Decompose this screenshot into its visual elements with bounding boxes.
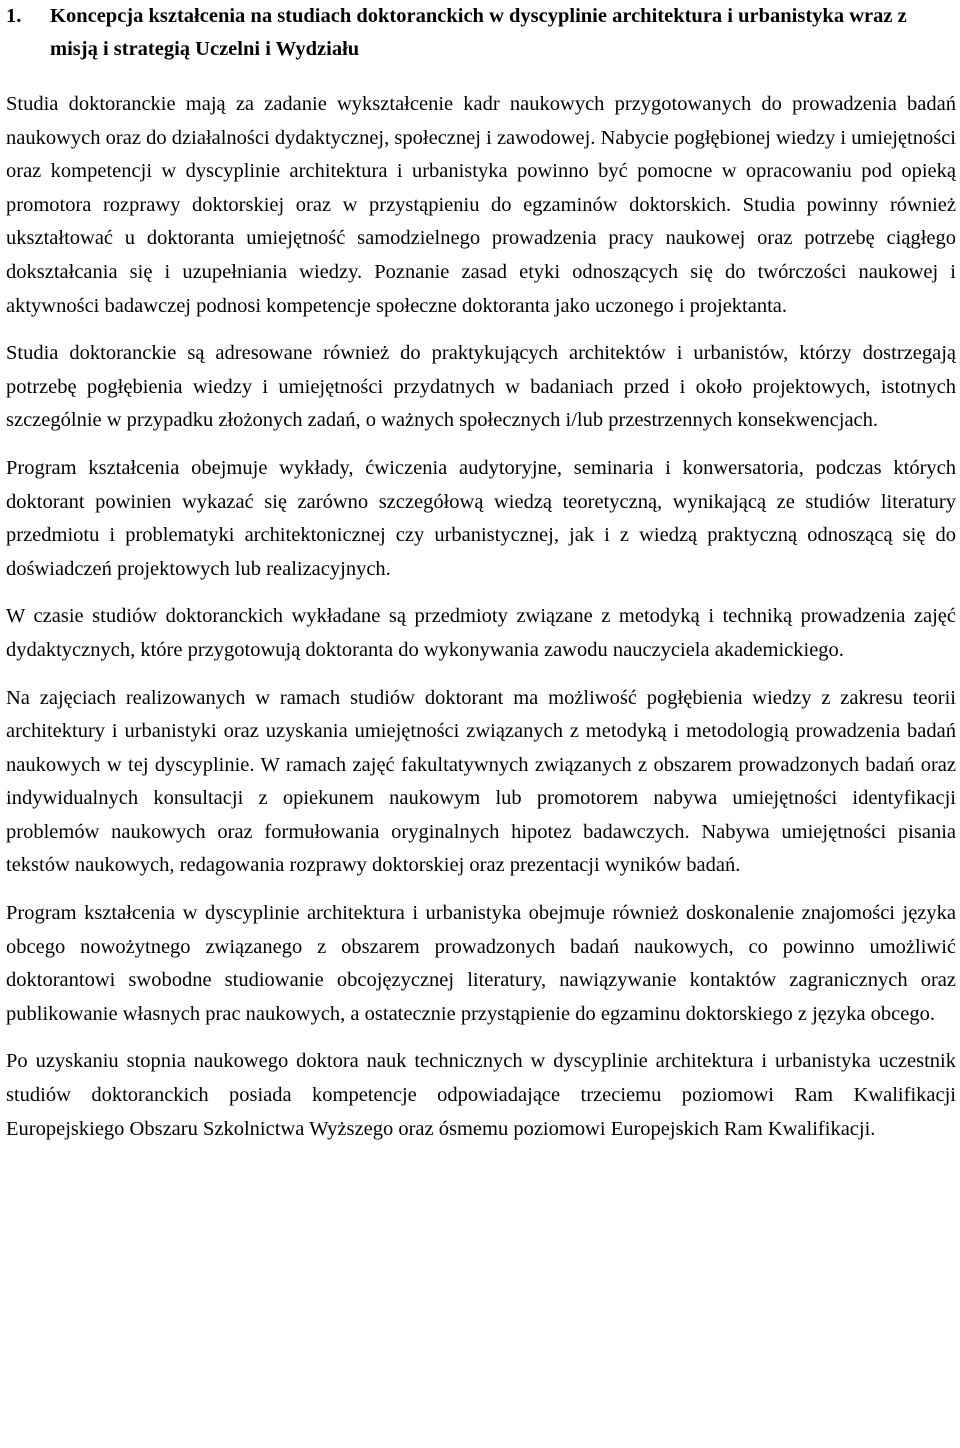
section-title: Koncepcja kształcenia na studiach doktoranckich w dyscyplinie architektura i urbanistyka wraz z misją i strategią Uczelni i Wydziału <box>50 5 907 60</box>
paragraph-research-skills: Na zajęciach realizowanych w ramach studiów doktorant ma możliwość pogłębienia wiedzy z zakresu teorii architektury i urbanistyki oraz uzyskania umiejętności związanych z metodyką i metodologią prowadzenia badań naukowych w tej dyscyplinie. W ramach zajęć fakultatywnych związanych z obszarem prowadzonych badań oraz indywidualnych konsultacji z opiekunem naukowym lub promotorem nabywa umiejętności identyfikacji problemów naukowych oraz formułowania oryginalnych hipotez badawczych. Nabywa umiejętności pisania tekstów naukowych, redagowania rozprawy doktorskiej oraz prezentacji wyników badań. <box>6 686 956 877</box>
paragraph-mission: Studia doktoranckie mają za zadanie wykształcenie kadr naukowych przygotowanych do prowadzenia badań naukowych oraz do działalności dydaktycznej, społecznej i zawodowej. Nabycie pogłębionej wiedzy i umiejętności oraz kompetencji w dyscyplinie architektura i urbanistyka powinno być pomocne w opracowaniu pod opieką promotora rozprawy doktorskiej oraz w przystąpieniu do egzaminów doktorskich. Studia powinny również ukształtować u doktoranta umiejętność samodzielnego prowadzenia pracy naukowej oraz potrzebę ciągłego dokształcania się i uzupełniania wiedzy. Poznanie zasad etyki odnoszących się do twórczości naukowej i aktywności badawczej podnosi kompetencje społeczne doktoranta jako uczonego i projektanta. <box>6 93 956 317</box>
paragraph-language: Program kształcenia w dyscyplinie architektura i urbanistyka obejmuje również doskonalenie znajomości języka obcego nowożytnego związanego z obszarem prowadzonych badań naukowych, co powinno umożliwić doktorantowi swobodne studiowanie obcojęzycznej literatury, nawiązywanie kontaktów zagranicznych oraz publikowanie własnych prac naukowych, a ostatecznie przystąpienie do egzaminu doktorskiego z języka obcego. <box>6 902 956 1025</box>
paragraph-program: Program kształcenia obejmuje wykłady, ćwiczenia audytoryjne, seminaria i konwersatoria, podczas których doktorant powinien wykazać się zarówno szczegółową wiedzą teoretyczną, wynikającą ze studiów literatury przedmiotu i problematyki architektonicznej czy urbanistycznej, jak i z wiedzą praktyczną odnoszącą się do doświadczeń projektowych lub realizacyjnych. <box>6 456 956 580</box>
document-page <box>6 0 956 1146</box>
paragraph-audience: Studia doktoranckie są adresowane również do praktykujących architektów i urbanistów, którzy dostrzegają potrzebę pogłębienia wiedzy i umiejętności przydatnych w badaniach przed i około projektowych, istotnych szczególnie w przypadku złożonych zadań, o ważnych społecznych i/lub przestrzennych konsekwencjach. <box>6 342 956 432</box>
paragraph-didactics: W czasie studiów doktoranckich wykładane są przedmioty związane z metodyką i techniką prowadzenia zajęć dydaktycznych, które przygotowują doktoranta do wykonywania zawodu nauczyciela akademickiego. <box>6 605 956 661</box>
paragraph-qualifications: Po uzyskaniu stopnia naukowego doktora nauk technicznych w dyscyplinie architektura i urbanistyka uczestnik studiów doktoranckich posiada kompetencje odpowiadające trzeciemu poziomowi Ram Kwalifikacji Europejskiego Obszaru Szkolnictwa Wyższego oraz ósmemu poziomowi Europejskich Ram Kwalifikacji. <box>6 1050 956 1140</box>
section-number: 1. <box>6 5 22 27</box>
section-heading <box>6 0 956 66</box>
